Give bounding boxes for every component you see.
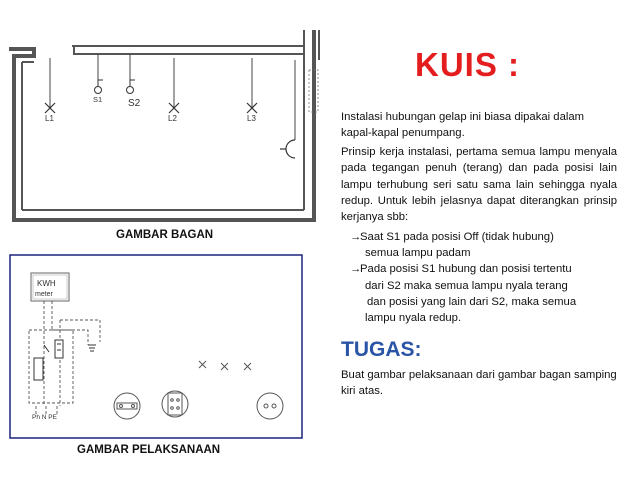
arrow-icon: →: [350, 231, 362, 243]
lamp-points: [199, 361, 251, 370]
caption-gambar-pelaksanaan: GAMBAR PELAKSANAAN: [77, 444, 221, 456]
bullet-item: [350, 261, 618, 277]
tugas-body-text: Buat gambar pelaksanaan dari gambar bagan samping kiri atas.: [341, 369, 617, 398]
label-l2: L2: [168, 114, 177, 123]
paragraph-intro: Instalasi hubungan gelap ini biasa dipakai dalam kapal-kapal penumpang.: [341, 111, 585, 140]
label-s2: S2: [128, 98, 141, 109]
kwh-meter-box: [31, 273, 69, 301]
mcb-fuse: [34, 340, 63, 380]
bullet-continuation: lampu nyala redup.: [365, 312, 462, 325]
label-l3: L3: [247, 114, 256, 123]
switch-s2-plate: [162, 391, 188, 417]
bullet-continuation: dari S2 maka semua lampu nyala terang: [365, 279, 568, 292]
switch-s1-plate: [114, 393, 140, 419]
bullet-text: Saat S1 pada posisi Off (tidak hubung): [360, 231, 554, 243]
bullet-continuation: semua lampu padam: [365, 247, 471, 260]
paragraph-principle: Prinsip kerja instalasi, pertama semua lampu menyala pada tegangan penuh (terang) dan pada posisi lain lampu terhubung seri satu sama lain sehingga nyala redup. Untuk lebih jelasnya dapat diterangkan prinsip kerjanya sbb:: [341, 146, 617, 224]
kwh-label: KWH: [37, 279, 56, 288]
meter-label: meter: [35, 291, 53, 298]
heading-tugas: TUGAS:: [341, 338, 422, 361]
bullet-list: [350, 229, 618, 326]
arrow-icon: →: [350, 263, 362, 276]
label-l1: L1: [45, 114, 54, 123]
terminal-labels: Ph N PE: [32, 414, 57, 421]
label-s1: S1: [93, 95, 103, 104]
socket-outlet-plate: [257, 393, 283, 419]
heading-kuis: KUIS :: [415, 46, 520, 83]
bullet-item: [350, 229, 618, 245]
bullet-text: Pada posisi S1 hubung dan posisi tertentu: [360, 263, 572, 276]
ground-icon: [88, 345, 96, 351]
bullet-continuation: dan posisi yang lain dari S2, maka semua: [367, 295, 577, 308]
caption-gambar-bagan: GAMBAR BAGAN: [116, 229, 214, 241]
